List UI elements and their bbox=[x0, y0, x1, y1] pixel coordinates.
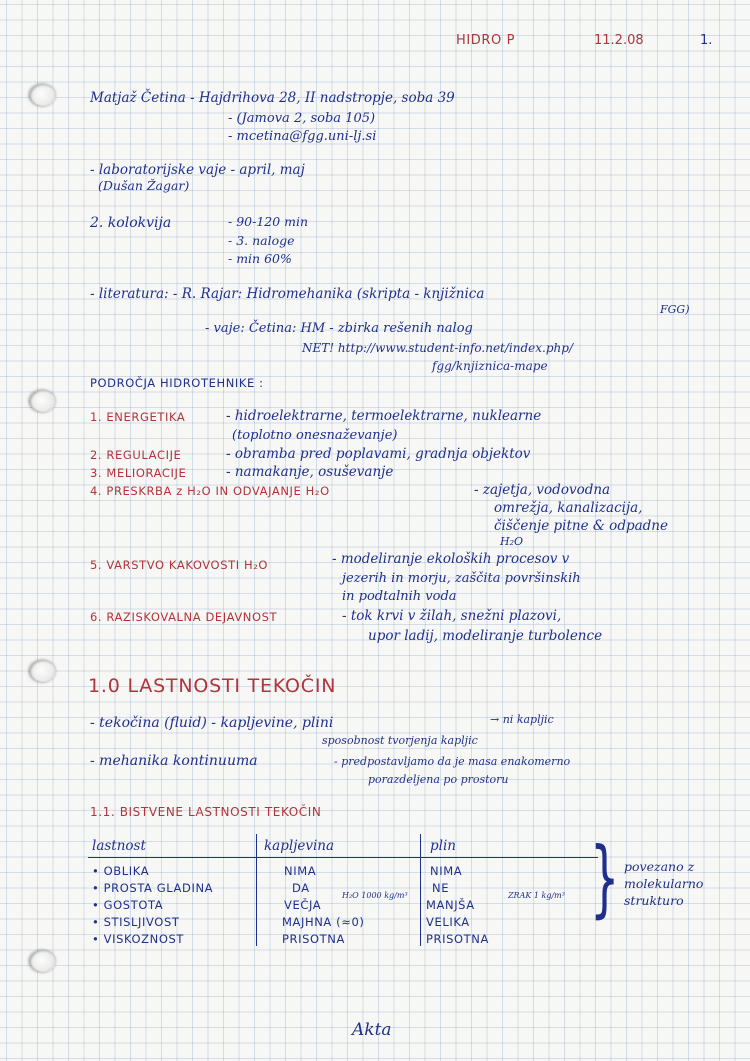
table-row-4-liquid: MAJHNA (≈0) bbox=[282, 915, 365, 929]
table-row-5-liquid: PRISOTNA bbox=[282, 932, 345, 946]
contact-line-1: Matjaž Četina - Hajdrihova 28, II nadstropje, soba 39 bbox=[90, 90, 455, 106]
density-note-liquid: H₂O 1000 kg/m³ bbox=[342, 891, 408, 900]
field-4-text: - zajetja, vodovodna bbox=[474, 482, 611, 498]
table-row-2-gas: NE bbox=[432, 881, 450, 895]
table-row-2-liquid: DA bbox=[292, 881, 310, 895]
field-4-text-2: omrežja, kanalizacija, bbox=[494, 500, 643, 516]
field-6-label: 6. RAZISKOVALNA DEJAVNOST bbox=[90, 610, 278, 624]
table-row-5-property: • VISKOZNOST bbox=[92, 932, 185, 946]
literature-line-3: NET! http://www.student-info.net/index.php/ bbox=[302, 341, 573, 355]
field-5-text-2: jezerih in morju, zaščita površinskih bbox=[342, 571, 581, 586]
field-6-text-2: upor ladij, modeliranje turbolence bbox=[368, 628, 603, 644]
section-line-1-note: → ni kapljic bbox=[490, 713, 554, 726]
section-line-1-sub: sposobnost tvorjenja kapljic bbox=[322, 734, 478, 747]
literature-line-1: - literatura: - R. Rajar: Hidromehanika (skripta - knjižnica bbox=[90, 286, 485, 302]
field-6-text: - tok krvi v žilah, snežni plazovi, bbox=[342, 608, 562, 624]
field-1-text-2: (toplotno onesnaževanje) bbox=[232, 428, 398, 443]
literature-line-1-sup: FGG) bbox=[660, 303, 690, 316]
table-header-gas: plin bbox=[430, 838, 456, 854]
table-row-2-property: • PROSTA GLADINA bbox=[92, 881, 214, 895]
table-row-4-gas: VELIKA bbox=[426, 915, 470, 929]
table-row-1-property: • OBLIKA bbox=[92, 864, 150, 878]
field-5-text-3: in podtalnih voda bbox=[342, 589, 457, 604]
contact-line-3: - mcetina@fgg.uni-lj.si bbox=[228, 129, 377, 144]
page-number: 1. bbox=[700, 33, 713, 48]
table-row-3-property: • GOSTOTA bbox=[92, 898, 164, 912]
density-note-gas: ZRAK 1 kg/m³ bbox=[508, 891, 565, 900]
table-row-3-liquid: VEČJA bbox=[284, 898, 322, 912]
table-row-3-gas: MANJŠA bbox=[426, 898, 475, 912]
table-row-5-gas: PRISOTNA bbox=[426, 932, 489, 946]
table-header-property: lastnost bbox=[92, 838, 146, 854]
labs-line-1: - laboratorijske vaje - april, maj bbox=[90, 162, 305, 178]
field-1-text: - hidroelektrarne, termoelektrarne, nuklearne bbox=[226, 408, 542, 424]
field-4-label: 4. PRESKRBA z H₂O IN ODVAJANJE H₂O bbox=[90, 484, 330, 498]
field-4-text-4: H₂O bbox=[500, 535, 524, 548]
binder-hole-2 bbox=[30, 390, 56, 412]
table-column-rule-2 bbox=[420, 834, 421, 946]
field-2-text: - obramba pred poplavami, gradnja objektov bbox=[226, 446, 531, 462]
footer-brand-logo: Akta bbox=[352, 1020, 392, 1040]
fields-heading: PODROČJA HIDROTEHNIKE : bbox=[90, 376, 264, 390]
table-side-note: povezano z molekularno strukturo bbox=[624, 859, 704, 908]
table-header-liquid: kapljevina bbox=[264, 838, 335, 854]
kolokvija-item-2: - 3. naloge bbox=[228, 233, 295, 248]
literature-line-2: - vaje: Četina: HM - zbirka rešenih nalog bbox=[205, 321, 473, 336]
kolokvija-item-3: - min 60% bbox=[228, 251, 292, 266]
literature-line-4: fgg/knjiznica-mape bbox=[432, 359, 548, 373]
kolokvija-item-1: - 90-120 min bbox=[228, 214, 309, 229]
table-row-1-liquid: NIMA bbox=[284, 864, 317, 878]
labs-line-2: (Dušan Žagar) bbox=[98, 178, 190, 193]
section-title: 1.0 LASTNOSTI TEKOČIN bbox=[88, 675, 337, 697]
binder-hole-1 bbox=[30, 84, 56, 106]
right-brace: } bbox=[590, 829, 620, 927]
field-5-text: - modeliranje ekoloških procesov v bbox=[332, 551, 570, 567]
header-date: 11.2.08 bbox=[594, 33, 644, 48]
contact-line-2: - (Jamova 2, soba 105) bbox=[228, 111, 376, 126]
field-2-label: 2. REGULACIJE bbox=[90, 448, 182, 462]
kolokvija-label: 2. kolokvija bbox=[90, 215, 172, 231]
field-3-text: - namakanje, osuševanje bbox=[226, 464, 394, 480]
table-row-4-property: • STISLJIVOST bbox=[92, 915, 180, 929]
table-column-rule-1 bbox=[256, 834, 257, 946]
section-line-2: - mehanika kontinuuma bbox=[90, 753, 258, 769]
header-subject: HIDRO P bbox=[456, 33, 516, 48]
subsection-title: 1.1. BISTVENE LASTNOSTI TEKOČIN bbox=[90, 805, 322, 819]
field-5-label: 5. VARSTVO KAKOVOSTI H₂O bbox=[90, 558, 269, 572]
section-line-2-note: - predpostavljamo da je masa enakomerno bbox=[334, 755, 571, 768]
table-row-1-gas: NIMA bbox=[430, 864, 463, 878]
section-line-1: - tekočina (fluid) - kapljevine, plini bbox=[90, 715, 334, 731]
table-header-rule bbox=[88, 857, 598, 858]
field-3-label: 3. MELIORACIJE bbox=[90, 466, 187, 480]
binder-hole-3 bbox=[30, 660, 56, 682]
binder-hole-4 bbox=[30, 950, 56, 972]
field-1-label: 1. ENERGETIKA bbox=[90, 410, 186, 424]
section-line-2-note-2: porazdeljena po prostoru bbox=[368, 773, 509, 786]
field-4-text-3: čiščenje pitne & odpadne bbox=[494, 518, 668, 534]
